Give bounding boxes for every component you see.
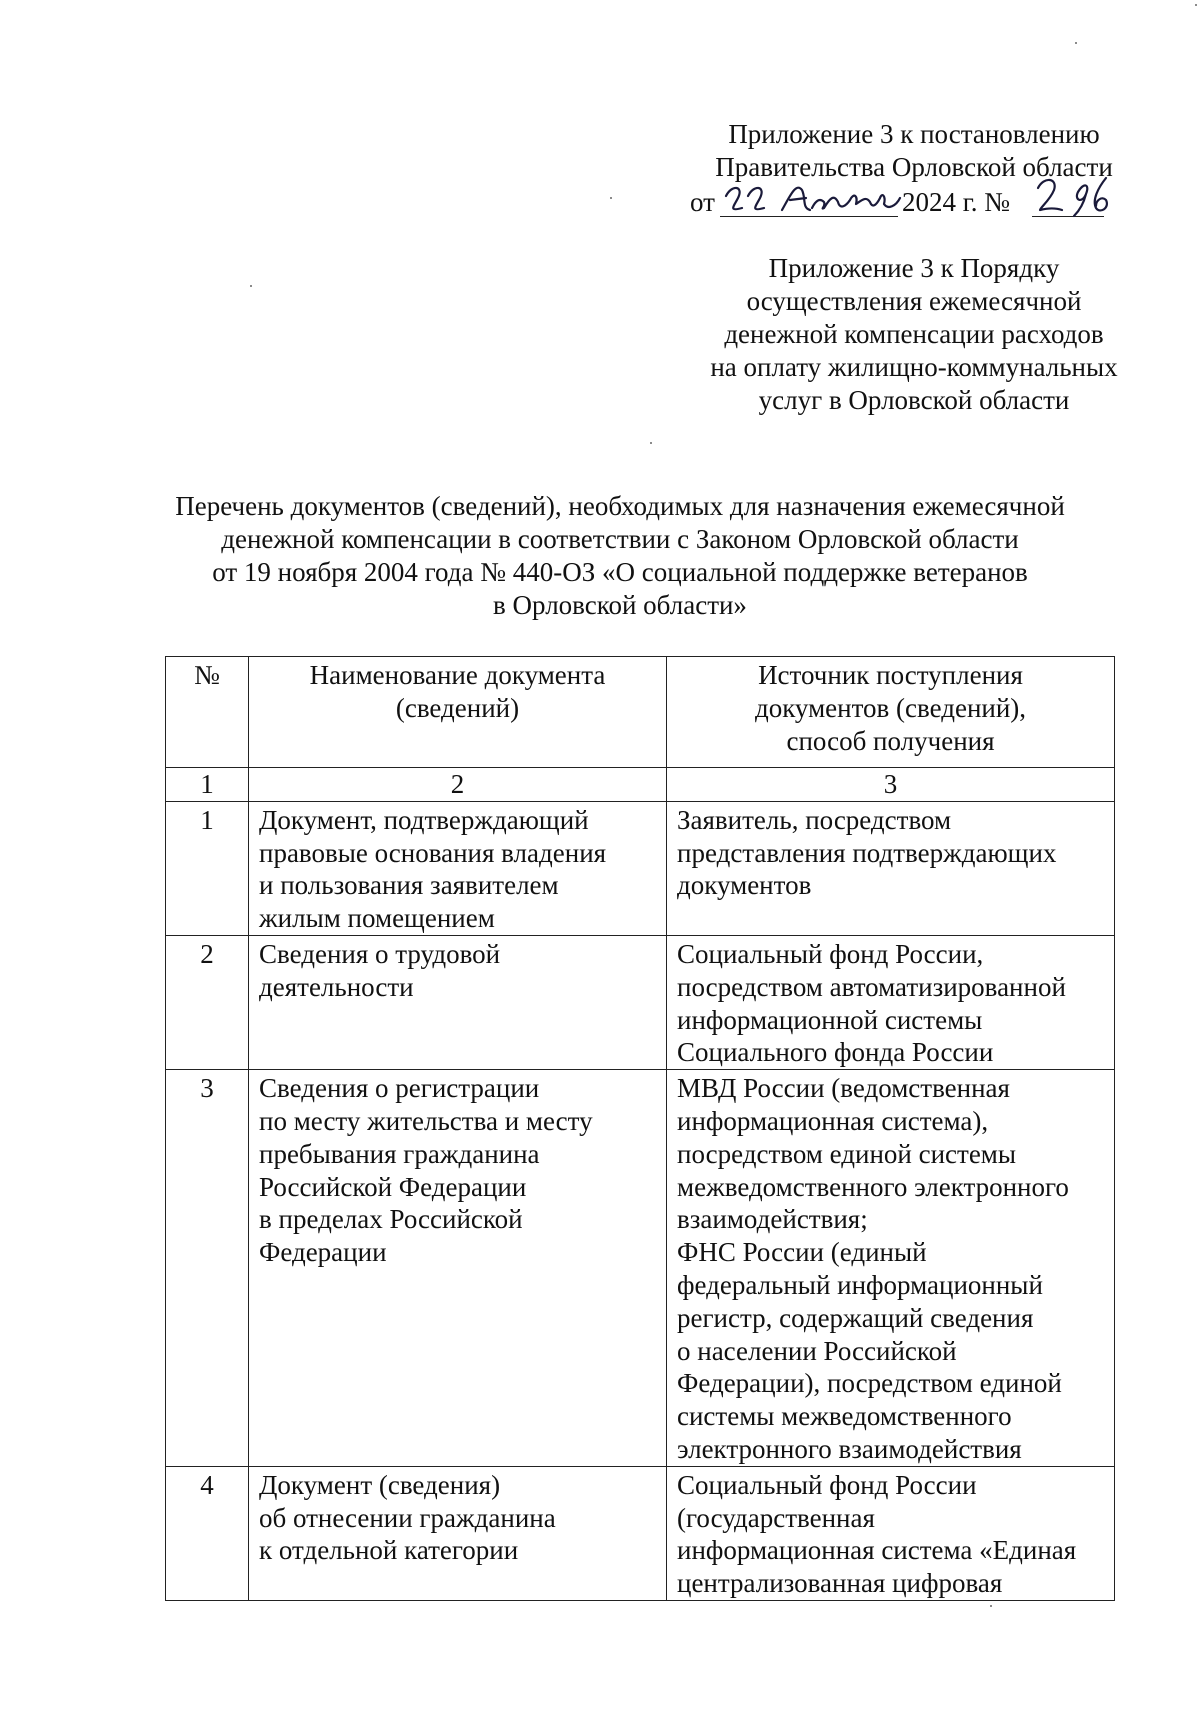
header-number: №: [166, 657, 249, 768]
row-number: 4: [166, 1466, 249, 1600]
document-name-cell: [249, 801, 667, 935]
scan-speck: [1075, 42, 1077, 44]
cell-line: правовые основания владения: [259, 837, 607, 868]
header-source: [667, 657, 1115, 768]
document-title: [140, 490, 1100, 622]
decree-year-text: 2024 г. №: [902, 187, 1011, 217]
document-name-cell: [249, 1466, 667, 1600]
header-line: способ получения: [786, 725, 995, 756]
cell-line: ФНС России (единый: [677, 1237, 927, 1268]
source-cell: [667, 1466, 1115, 1600]
order-reference-line: Приложение 3 к Порядку: [768, 253, 1060, 283]
scan-speck: [650, 442, 652, 444]
column-index: 2: [249, 768, 667, 802]
source-cell: [667, 935, 1115, 1069]
cell-line: Заявитель, посредством: [677, 804, 952, 835]
cell-line: Федерации), посредством единой: [677, 1368, 1062, 1399]
column-index: 1: [166, 768, 249, 802]
cell-line: по месту жительства и месту: [259, 1105, 593, 1136]
title-line: денежной компенсации в соответствии с Законом Орловской области: [221, 524, 1019, 554]
cell-line: информационной системы: [677, 1004, 983, 1035]
handwritten-number: [1034, 174, 1114, 220]
column-index-row: [166, 768, 1115, 802]
cell-line: представления подтверждающих: [677, 837, 1057, 868]
cell-line: системы межведомственного: [677, 1401, 1012, 1432]
cell-line: Социального фонда России: [677, 1037, 994, 1068]
cell-line: к отдельной категории: [259, 1535, 519, 1566]
scan-speck: [250, 285, 252, 287]
column-index: 3: [667, 768, 1115, 802]
cell-line: регистр, содержащий сведения: [677, 1302, 1034, 1333]
cell-line: Российской Федерации: [259, 1171, 527, 1202]
order-reference-line: на оплату жилищно-коммунальных: [710, 352, 1118, 382]
document-name-cell: [249, 935, 667, 1069]
cell-line: документов: [677, 870, 812, 901]
table-row: [166, 1070, 1115, 1467]
header-line: Наименование документа: [309, 660, 606, 690]
cell-line: в пределах Российской: [259, 1204, 523, 1235]
source-cell: [667, 801, 1115, 935]
cell-line: электронного взаимодействия: [677, 1433, 1022, 1464]
cell-line: об отнесении гражданина: [259, 1502, 556, 1533]
scan-speck: [1195, 4, 1197, 6]
cell-line: Федерации: [259, 1237, 387, 1268]
title-line: в Орловской области»: [493, 590, 747, 620]
cell-line: Социальный фонд России,: [677, 938, 984, 969]
row-number: 2: [166, 935, 249, 1069]
table-row: [166, 801, 1115, 935]
cell-line: Сведения о трудовой: [259, 938, 501, 969]
cell-line: жилым помещением: [259, 903, 495, 934]
document-name-cell: [249, 1070, 667, 1467]
title-line: Перечень документов (сведений), необходимых для назначения ежемесячной: [175, 491, 1065, 521]
cell-line: Социальный фонд России: [677, 1469, 977, 1500]
cell-line: и пользования заявителем: [259, 870, 559, 901]
scan-speck: [990, 1605, 992, 1607]
cell-line: взаимодействия;: [677, 1204, 868, 1235]
row-number: 3: [166, 1070, 249, 1467]
order-reference-line: денежной компенсации расходов: [724, 319, 1104, 349]
header-line: документов (сведений),: [754, 692, 1027, 723]
cell-line: межведомственного электронного: [677, 1171, 1069, 1202]
header-line: (сведений): [395, 692, 520, 723]
cell-line: Документ, подтверждающий: [259, 804, 589, 835]
source-cell: [667, 1070, 1115, 1467]
order-reference-line: услуг в Орловской области: [758, 385, 1070, 415]
cell-line: Документ (сведения): [259, 1469, 501, 1500]
title-line: от 19 ноября 2004 года № 440-ОЗ «О социальной поддержке ветеранов: [212, 557, 1028, 587]
cell-line: централизованная цифровая: [677, 1568, 1003, 1599]
cell-line: информационная система),: [677, 1105, 989, 1136]
cell-line: (государственная: [677, 1502, 875, 1533]
cell-line: посредством автоматизированной: [677, 971, 1066, 1002]
header-document-name: [249, 657, 667, 768]
table-row: [166, 935, 1115, 1069]
table-row: [166, 1466, 1115, 1600]
row-number: 1: [166, 801, 249, 935]
cell-line: информационная система «Единая: [677, 1535, 1077, 1566]
cell-line: о населении Российской: [677, 1335, 957, 1366]
cell-line: федеральный информационный: [677, 1269, 1043, 1300]
documents-table: [165, 656, 1115, 1601]
table-header-row: [166, 657, 1115, 768]
handwritten-date: [720, 176, 905, 220]
cell-line: пребывания гражданина: [259, 1138, 540, 1169]
cell-line: деятельности: [259, 971, 414, 1002]
cell-line: посредством единой системы: [677, 1138, 1017, 1169]
decree-date-line: [680, 184, 1148, 220]
cell-line: МВД России (ведомственная: [677, 1073, 1010, 1104]
appendix-line-1: Приложение 3 к постановлению: [728, 119, 1100, 149]
order-reference: [680, 252, 1148, 417]
scan-speck: [610, 197, 612, 199]
appendix-header: [680, 118, 1148, 220]
header-line: Источник поступления: [758, 660, 1023, 690]
date-prefix: от: [690, 187, 715, 217]
order-reference-line: осуществления ежемесячной: [746, 286, 1082, 316]
cell-line: Сведения о регистрации: [259, 1073, 540, 1104]
appendix-line-2: Правительства Орловской области: [715, 152, 1113, 182]
